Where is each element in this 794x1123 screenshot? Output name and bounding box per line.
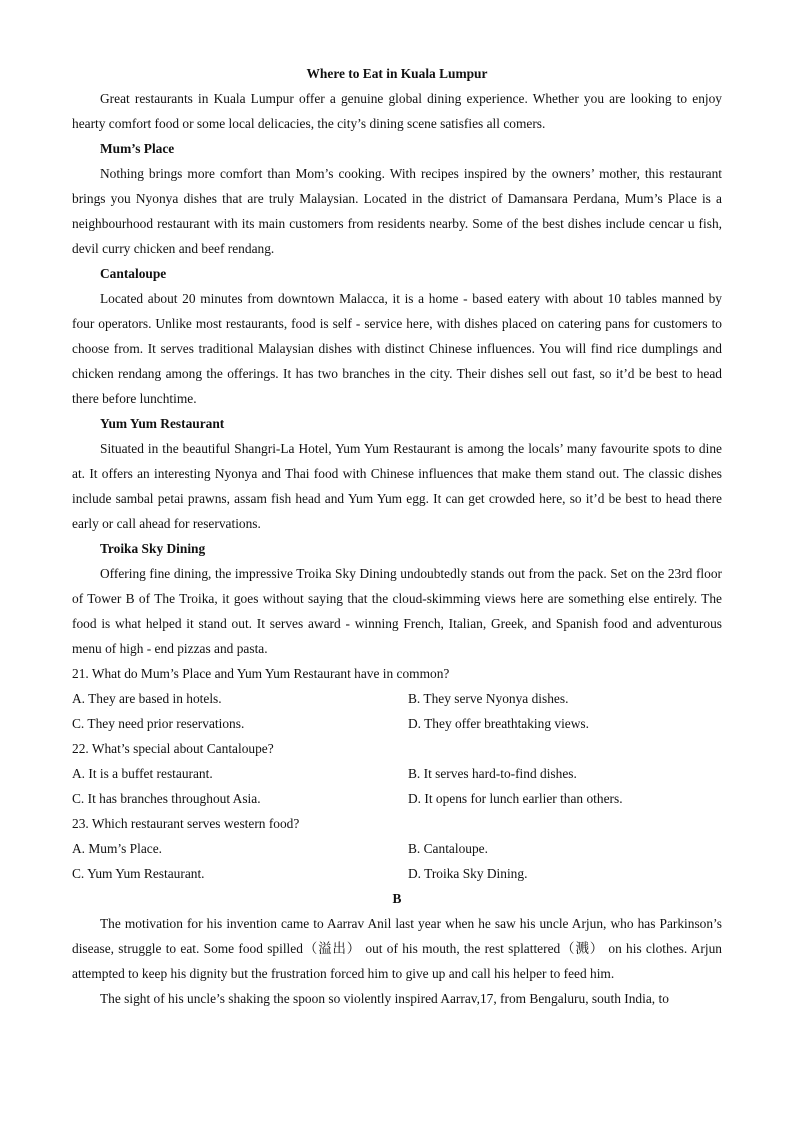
restaurant-paragraph: Located about 20 minutes from downtown Malacca, it is a home - based eatery with about 10 tables manned by four operators. Unlike most restaurants, food is self - service here, with dishes placed on catering pans for customers to choose from. It serves traditional Malaysian dishes with distinct Chinese influences. You will find rice dumplings and chicken rendang among the offerings. It has two branches in the city. Their dishes sell out fast, so it’d be best to head there before lunchtime. <box>72 291 722 406</box>
article-content <box>72 61 722 1011</box>
answer-option: D. Troika Sky Dining. <box>408 866 528 881</box>
answer-option: C. Yum Yum Restaurant. <box>72 866 205 881</box>
answer-option: C. It has branches throughout Asia. <box>72 791 261 806</box>
answer-option: B. Cantaloupe. <box>408 841 488 856</box>
article-title: Where to Eat in Kuala Lumpur <box>306 66 488 81</box>
answer-option: B. It serves hard-to-find dishes. <box>408 766 577 781</box>
answer-option: A. They are based in hotels. <box>72 691 222 706</box>
intro-paragraph: Great restaurants in Kuala Lumpur offer a genuine global dining experience. Whether you are looking to enjoy hearty comfort food or some local delicacies, the city’s dining scene satisfies all comers. <box>72 91 722 131</box>
answer-options <box>72 761 722 811</box>
question-stem: 21. What do Mum’s Place and Yum Yum Restaurant have in common? <box>72 666 450 681</box>
question-stem: 22. What’s special about Cantaloupe? <box>72 741 274 756</box>
answer-option: A. It is a buffet restaurant. <box>72 766 213 781</box>
passage-paragraph: The sight of his uncle’s shaking the spoon so violently inspired Aarrav,17, from Bengaluru, south India, to <box>100 991 669 1006</box>
passage-paragraph: The motivation for his invention came to Aarrav Anil last year when he saw his uncle Arjun, who has Parkinson’s disease, struggle to eat. Some food spilled（溢出） out of his mouth, the rest splattered（溅） on his clothes. Arjun attempted to keep his dignity but the frustration forced him to give up and call his helper to feed him. <box>72 916 722 981</box>
answer-option: D. It opens for lunch earlier than others. <box>408 791 623 806</box>
answer-options <box>72 686 722 736</box>
answer-option: C. They need prior reservations. <box>72 716 245 731</box>
restaurant-heading: Troika Sky Dining <box>100 541 206 556</box>
restaurant-paragraph: Offering fine dining, the impressive Troika Sky Dining undoubtedly stands out from the pack. Set on the 23rd floor of Tower B of The Troika, it goes without saying that the cloud-skimming views here are something else entirely. The food is what helped it stand out. It serves award - winning French, Italian, Greek, and Spanish food and adventurous menu of high - end pizzas and pasta. <box>72 566 722 656</box>
restaurant-paragraph: Situated in the beautiful Shangri-La Hotel, Yum Yum Restaurant is among the locals’ many favourite spots to dine at. It offers an interesting Nyonya and Thai food with Chinese influences that make them stand out. The classic dishes include sambal petai prawns, assam fish head and Yum Yum egg. It can get crowded here, so it’d be best to head there early or call ahead for reservations. <box>72 441 722 531</box>
restaurant-paragraph: Nothing brings more comfort than Mom’s cooking. With recipes inspired by the owners’ mother, this restaurant brings you Nyonya dishes that are truly Malaysian. Located in the district of Damansara Perdana, Mum’s Place is a neighbourhood restaurant with its main customers from residents nearby. Some of the best dishes include cencar u fish, devil curry chicken and beef rendang. <box>72 166 722 256</box>
answer-option: B. They serve Nyonya dishes. <box>408 691 569 706</box>
answer-option: D. They offer breathtaking views. <box>408 716 589 731</box>
restaurant-heading: Cantaloupe <box>100 266 167 281</box>
restaurant-heading: Yum Yum Restaurant <box>100 416 225 431</box>
section-label: B <box>392 891 402 906</box>
restaurant-heading: Mum’s Place <box>100 141 175 156</box>
question-stem: 23. Which restaurant serves western food? <box>72 816 300 831</box>
answer-options <box>72 836 722 886</box>
answer-option: A. Mum’s Place. <box>72 841 163 856</box>
